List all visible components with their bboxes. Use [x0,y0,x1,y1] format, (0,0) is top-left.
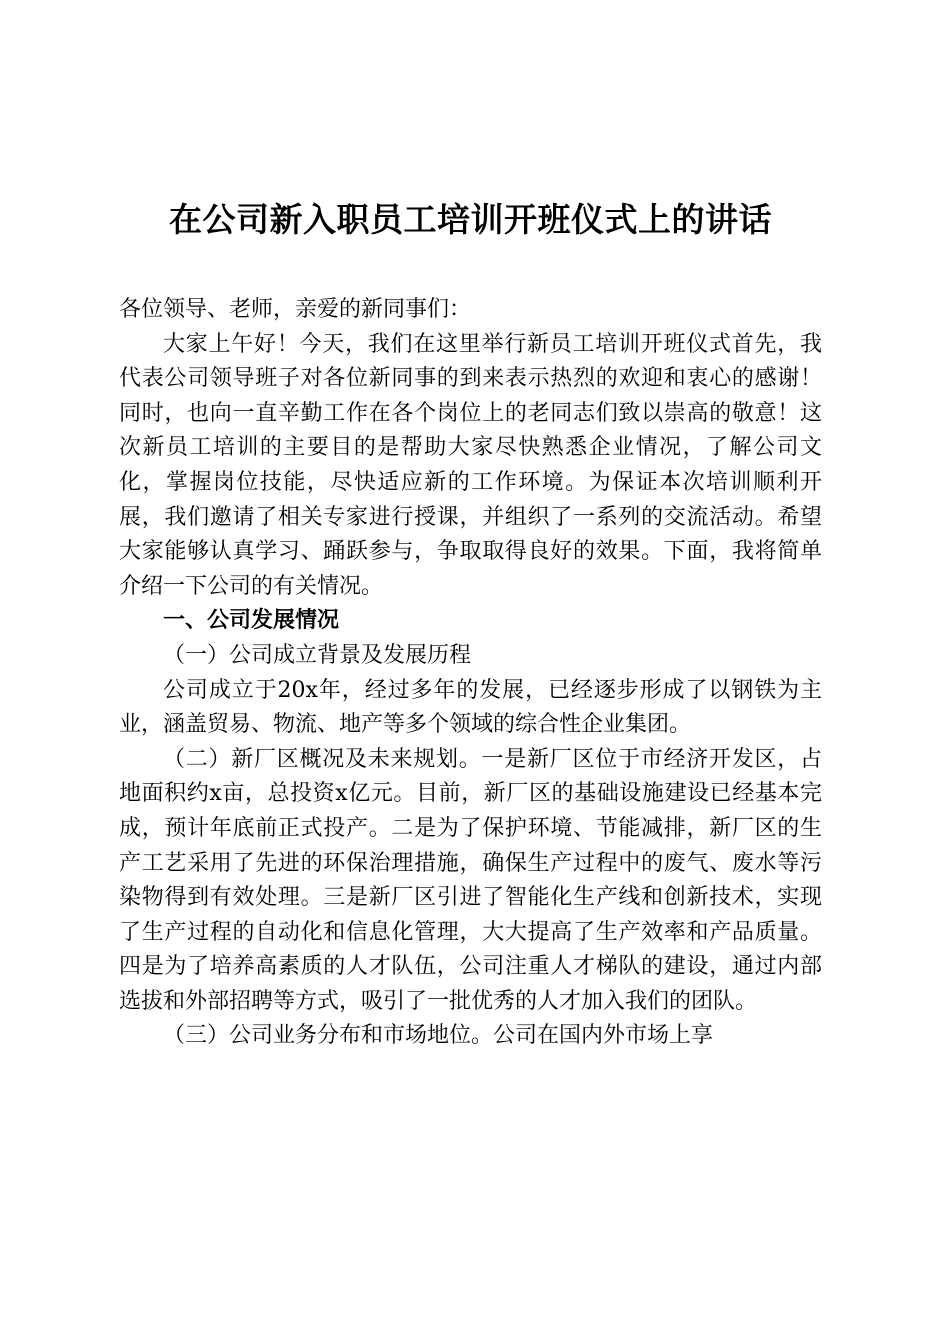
paragraph: 公司成立于20x年，经过多年的发展，已经逐步形成了以钢铁为主业，涵盖贸易、物流、地产等多个领域的综合性企业集团。 [119,677,822,738]
section-heading: 一、公司发展情况 [163,608,340,634]
paragraph-text: 一是新厂区位于市经济开发区，占地面积约x亩，总投资x亿元。目前，新厂区的基础设施建设已经基本完成，预计年底前正式投产。二是为了保护环境、节能减排，新厂区的生产工艺采用了先进的环保治理措施，确保生产过程中的废气、废水等污染物得到有效处理。三是新厂区引进了智能化生产线和创新技术，实现了生产过程的自动化和信息化管理，大大提高了生产效率和产品质量。四是为了培养高素质的人才队伍，公司注重人才梯队的建设，通过内部选拔和外部招聘等方式，吸引了一批优秀的人才加入我们的团队。 [119,746,822,1014]
document-body [119,293,822,1054]
salutation: 各位领导、老师，亲爱的新同事们： [119,297,472,322]
subsection-heading: （一）公司成立背景及发展历程 [163,642,472,668]
opening-paragraph: 大家上午好！今天，我们在这里举行新员工培训开班仪式首先，我代表公司领导班子对各位新同事的到来表示热烈的欢迎和衷心的感谢！同时，也向一直辛勤工作在各个岗位上的老同志们致以崇高的敬意！这次新员工培训的主要目的是帮助大家尽快熟悉企业情况，了解公司文化，掌握岗位技能，尽快适应新的工作环境。为保证本次培训顺利开展，我们邀请了相关专家进行授课，并组织了一系列的交流活动。希望大家能够认真学习、踊跃参与，争取取得良好的效果。下面，我将简单介绍一下公司的有关情况。 [119,331,822,599]
paragraph [119,743,822,1020]
document-title: 在公司新入职员工培训开班仪式上的讲话 [169,200,772,239]
paragraph-text: 公司在国内外市场上享 [493,1023,714,1049]
paragraph [119,1019,822,1054]
subsection-heading: （二）新厂区概况及未来规划。 [163,746,482,772]
subsection-heading: （三）公司业务分布和市场地位。 [163,1023,494,1049]
